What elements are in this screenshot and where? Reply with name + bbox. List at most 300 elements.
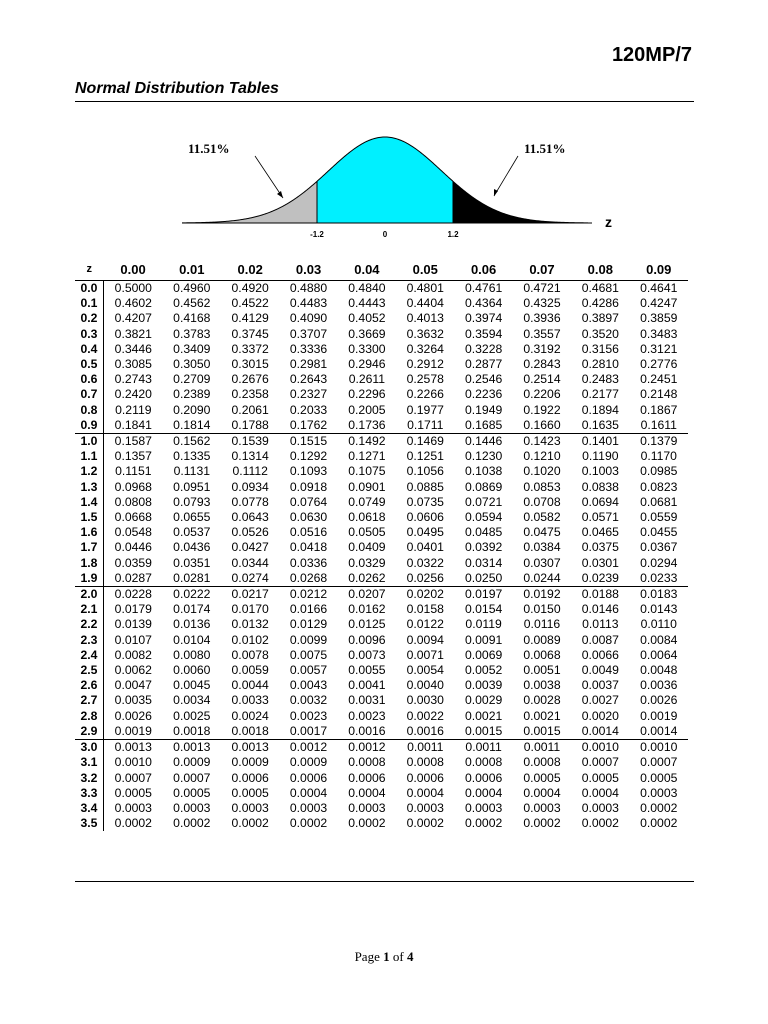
table-cell: 0.0052 — [464, 663, 503, 678]
table-cell: 0.0006 — [464, 770, 503, 785]
z-column-header: z — [75, 258, 104, 281]
axis-z-label: z — [605, 214, 612, 230]
z-value-cell: 2.8 — [75, 709, 104, 724]
table-cell: 0.0007 — [640, 755, 678, 770]
table-cell: 0.0174 — [173, 602, 211, 617]
table-cell: 0.0136 — [173, 617, 211, 632]
table-cell: 0.0582 — [523, 510, 561, 525]
table-row — [75, 709, 688, 724]
table-cell: 0.0021 — [523, 708, 561, 723]
table-row — [75, 693, 688, 708]
table-cell: 0.0668 — [114, 510, 152, 525]
table-cell: 0.0475 — [523, 525, 561, 540]
table-cell: 0.2810 — [581, 357, 619, 372]
table-cell: 0.4522 — [231, 296, 269, 311]
table-cell: 0.0011 — [454, 740, 512, 756]
table-cell: 0.0606 — [406, 510, 444, 525]
table-cell: 0.3409 — [173, 341, 211, 356]
table-row — [75, 387, 688, 402]
table-cell: 0.0048 — [640, 663, 678, 678]
table-cell: 0.0023 — [348, 708, 386, 723]
table-cell: 0.4761 — [464, 281, 503, 295]
table-cell: 0.0084 — [640, 632, 678, 647]
table-cell: 0.0681 — [640, 494, 678, 509]
table-cell: 0.2709 — [173, 372, 211, 387]
table-cell: 0.3015 — [231, 357, 269, 372]
table-cell: 0.0014 — [640, 723, 678, 738]
table-cell: 0.1977 — [406, 402, 444, 417]
table-cell: 0.0268 — [289, 570, 328, 585]
table-cell: 0.0166 — [289, 602, 328, 617]
table-cell: 0.0099 — [289, 632, 328, 647]
footer-of-word: of — [392, 949, 404, 964]
table-cell: 0.0003 — [640, 785, 678, 800]
table-cell: 0.0003 — [231, 800, 269, 815]
table-cell: 0.0044 — [231, 678, 269, 693]
table-cell: 0.0022 — [406, 708, 444, 723]
table-row — [75, 281, 688, 297]
table-cell: 0.0618 — [348, 510, 386, 525]
table-cell: 0.3745 — [231, 326, 269, 341]
table-cell: 0.0010 — [571, 740, 629, 756]
table-cell: 0.3446 — [114, 341, 152, 356]
table-cell: 0.0007 — [581, 755, 619, 770]
table-cell: 0.2676 — [231, 372, 269, 387]
table-cell: 0.0003 — [289, 800, 328, 815]
table-row — [75, 617, 688, 632]
table-cell: 0.3783 — [173, 326, 211, 341]
table-cell: 0.3483 — [640, 326, 678, 341]
z-value-cell: 3.4 — [75, 801, 104, 816]
column-header: 0.01 — [163, 258, 221, 281]
table-cell: 0.0030 — [406, 693, 444, 708]
right-tail-area — [453, 181, 588, 223]
table-cell: 0.0594 — [464, 510, 503, 525]
table-cell: 0.5000 — [114, 281, 152, 295]
table-cell: 0.0630 — [289, 510, 328, 525]
column-header: 0.09 — [630, 258, 688, 281]
table-cell: 0.0183 — [630, 587, 688, 603]
table-cell: 0.0002 — [231, 816, 269, 831]
table-cell: 0.0091 — [464, 632, 503, 647]
table-cell: 0.1170 — [640, 449, 677, 464]
table-cell: 0.3300 — [348, 341, 386, 356]
table-cell: 0.0548 — [114, 525, 152, 540]
table-cell: 0.3632 — [406, 326, 444, 341]
table-cell: 0.1056 — [406, 464, 444, 479]
table-cell: 0.0017 — [289, 723, 328, 738]
table-row — [75, 771, 688, 786]
table-cell: 0.0005 — [114, 785, 152, 800]
z-value-cell: 0.2 — [75, 311, 104, 326]
table-cell: 0.3228 — [464, 341, 503, 356]
table-cell: 0.0043 — [289, 678, 328, 693]
table-cell: 0.2743 — [114, 372, 152, 387]
z-value-cell: 3.0 — [75, 740, 104, 756]
footer-page-total: 4 — [406, 949, 414, 964]
table-row — [75, 449, 688, 464]
left-pointer-line — [255, 156, 283, 198]
left-pointer-arrowhead — [277, 191, 283, 198]
table-cell: 0.0102 — [231, 632, 269, 647]
table-cell: 0.2946 — [348, 357, 386, 372]
table-cell: 0.0006 — [406, 770, 444, 785]
table-cell: 0.2451 — [640, 372, 678, 387]
table-cell: 0.0239 — [581, 570, 619, 585]
z-value-cell: 1.0 — [75, 434, 104, 450]
table-cell: 0.4247 — [640, 296, 678, 311]
table-cell: 0.0005 — [640, 770, 678, 785]
table-cell: 0.2578 — [406, 372, 444, 387]
table-cell: 0.3594 — [464, 326, 503, 341]
table-row — [75, 801, 688, 816]
table-cell: 0.0002 — [173, 816, 211, 831]
table-cell: 0.0146 — [581, 602, 619, 617]
table-cell: 0.0005 — [523, 770, 561, 785]
table-cell: 0.3974 — [464, 311, 503, 326]
table-cell: 0.0571 — [581, 510, 619, 525]
table-cell: 0.1788 — [231, 417, 269, 432]
table-cell: 0.0018 — [231, 723, 269, 738]
table-cell: 0.1492 — [338, 434, 396, 450]
table-cell: 0.4013 — [406, 311, 444, 326]
table-cell: 0.0002 — [523, 816, 561, 831]
table-cell: 0.0516 — [289, 525, 328, 540]
table-cell: 0.0014 — [581, 723, 619, 738]
table-cell: 0.2483 — [581, 372, 619, 387]
z-value-cell: 1.9 — [75, 571, 104, 587]
table-cell: 0.4483 — [289, 296, 328, 311]
table-cell: 0.2148 — [640, 387, 678, 402]
table-cell: 0.0228 — [104, 587, 163, 603]
table-cell: 0.0016 — [348, 723, 386, 738]
right-pointer-line — [494, 156, 518, 196]
table-row — [75, 556, 688, 571]
table-cell: 0.0089 — [523, 632, 561, 647]
tick-1-2: 1.2 — [447, 230, 459, 239]
table-cell: 0.0465 — [581, 525, 619, 540]
z-value-cell: 2.3 — [75, 633, 104, 648]
document-code: 120MP/7 — [611, 44, 692, 66]
table-cell: 0.0033 — [231, 693, 269, 708]
table-cell: 0.4602 — [114, 296, 152, 311]
table-cell: 0.0032 — [289, 693, 328, 708]
table-cell: 0.0721 — [464, 494, 503, 509]
column-header: 0.02 — [221, 258, 279, 281]
table-cell: 0.0007 — [114, 770, 152, 785]
table-cell: 0.0968 — [114, 479, 152, 494]
table-cell: 0.1230 — [464, 449, 503, 464]
table-row — [75, 525, 688, 540]
table-cell: 0.0793 — [173, 494, 211, 509]
table-cell: 0.1292 — [289, 449, 328, 464]
table-cell: 0.0007 — [173, 770, 211, 785]
table-cell: 0.0071 — [406, 647, 444, 662]
table-cell: 0.0197 — [454, 587, 512, 603]
tick-neg-1-2: -1.2 — [310, 230, 324, 239]
table-cell: 0.0011 — [513, 740, 571, 756]
table-cell: 0.0217 — [221, 587, 279, 603]
table-cell: 0.2119 — [115, 402, 152, 417]
z-value-cell: 1.6 — [75, 525, 104, 540]
table-cell: 0.1003 — [581, 464, 619, 479]
table-cell: 0.0018 — [173, 723, 211, 738]
table-cell: 0.2206 — [523, 387, 561, 402]
normal-curve-figure — [180, 126, 620, 246]
table-cell: 0.0075 — [289, 647, 328, 662]
table-cell: 0.0008 — [406, 755, 444, 770]
table-row — [75, 755, 688, 770]
table-cell: 0.0096 — [348, 632, 386, 647]
table-cell: 0.0495 — [406, 525, 444, 540]
table-cell: 0.3707 — [289, 326, 328, 341]
table-cell: 0.0143 — [640, 602, 678, 617]
table-cell: 0.0401 — [406, 540, 444, 555]
table-cell: 0.0485 — [464, 525, 503, 540]
table-cell: 0.0026 — [640, 693, 678, 708]
table-header-row — [75, 258, 688, 281]
table-cell: 0.0027 — [581, 693, 619, 708]
table-cell: 0.0344 — [231, 555, 269, 570]
table-cell: 0.0041 — [348, 678, 386, 693]
table-cell: 0.1469 — [396, 434, 454, 450]
z-value-cell: 0.0 — [75, 281, 104, 297]
table-cell: 0.0012 — [338, 740, 396, 756]
table-cell: 0.0455 — [640, 525, 678, 540]
table-cell: 0.2877 — [464, 357, 503, 372]
table-cell: 0.1131 — [173, 464, 210, 479]
table-cell: 0.1660 — [523, 417, 561, 432]
table-cell: 0.3050 — [173, 357, 211, 372]
page-footer — [0, 949, 768, 965]
table-cell: 0.0009 — [231, 755, 269, 770]
table-cell: 0.0735 — [406, 494, 444, 509]
table-cell: 0.0002 — [640, 816, 678, 831]
table-cell: 0.1736 — [348, 417, 386, 432]
table-row — [75, 648, 688, 663]
table-cell: 0.1814 — [173, 417, 211, 432]
table-cell: 0.1515 — [279, 434, 337, 450]
table-cell: 0.1190 — [582, 449, 619, 464]
title-divider — [75, 101, 694, 102]
table-cell: 0.0202 — [396, 587, 454, 603]
table-row — [75, 816, 688, 831]
table-cell: 0.0122 — [406, 617, 444, 632]
table-row — [75, 372, 688, 387]
table-row — [75, 540, 688, 555]
table-cell: 0.0004 — [348, 785, 386, 800]
table-cell: 0.0132 — [231, 617, 269, 632]
z-value-cell: 3.2 — [75, 771, 104, 786]
table-cell: 0.0029 — [464, 693, 503, 708]
z-value-cell: 1.2 — [75, 464, 104, 479]
table-cell: 0.0073 — [348, 647, 386, 662]
table-cell: 0.0068 — [523, 647, 561, 662]
table-row — [75, 403, 688, 418]
table-row — [75, 342, 688, 357]
table-cell: 0.0003 — [348, 800, 386, 815]
table-row — [75, 633, 688, 648]
table-cell: 0.0375 — [581, 540, 619, 555]
tick-0: 0 — [382, 230, 388, 239]
table-cell: 0.0179 — [114, 602, 152, 617]
table-cell: 0.4129 — [231, 311, 269, 326]
table-cell: 0.3821 — [114, 326, 152, 341]
table-cell: 0.2611 — [348, 372, 386, 387]
table-cell: 0.4168 — [173, 311, 211, 326]
table-cell: 0.0057 — [289, 663, 328, 678]
table-cell: 0.0869 — [464, 479, 503, 494]
z-value-cell: 2.9 — [75, 724, 104, 740]
table-cell: 0.1867 — [640, 402, 678, 417]
table-row — [75, 495, 688, 510]
table-cell: 0.0392 — [464, 540, 503, 555]
table-cell: 0.0047 — [114, 678, 152, 693]
z-value-cell: 2.5 — [75, 663, 104, 678]
table-cell: 0.1271 — [348, 449, 386, 464]
table-row — [75, 464, 688, 479]
table-cell: 0.4052 — [348, 311, 386, 326]
table-cell: 0.1038 — [464, 464, 503, 479]
table-cell: 0.0005 — [231, 785, 269, 800]
table-cell: 0.4090 — [289, 311, 328, 326]
table-row — [75, 480, 688, 495]
table-cell: 0.0069 — [464, 647, 503, 662]
table-cell: 0.3669 — [348, 326, 386, 341]
table-cell: 0.0035 — [114, 693, 152, 708]
table-cell: 0.1020 — [523, 464, 561, 479]
table-cell: 0.0015 — [523, 723, 561, 738]
table-cell: 0.0094 — [406, 632, 444, 647]
table-cell: 0.1611 — [640, 417, 677, 432]
page-title: Normal Distribution Tables — [75, 80, 279, 97]
table-row — [75, 296, 688, 311]
table-cell: 0.2266 — [406, 387, 444, 402]
z-value-cell: 2.2 — [75, 617, 104, 632]
table-cell: 0.0708 — [523, 494, 561, 509]
table-cell: 0.0037 — [581, 678, 619, 693]
table-cell: 0.0446 — [114, 540, 152, 555]
table-cell: 0.0643 — [231, 510, 269, 525]
table-cell: 0.0262 — [348, 570, 386, 585]
z-value-cell: 3.1 — [75, 755, 104, 770]
table-cell: 0.0034 — [173, 693, 211, 708]
table-cell: 0.2033 — [289, 402, 328, 417]
table-cell: 0.2358 — [231, 387, 269, 402]
table-cell: 0.0250 — [464, 570, 503, 585]
z-value-cell: 1.3 — [75, 480, 104, 495]
table-cell: 0.0838 — [581, 479, 619, 494]
table-cell: 0.0764 — [289, 494, 328, 509]
table-cell: 0.4286 — [581, 296, 619, 311]
right-tail-label: 11.51% — [524, 141, 566, 156]
table-row — [75, 587, 688, 603]
z-value-cell: 2.1 — [75, 602, 104, 617]
table-cell: 0.0003 — [523, 800, 561, 815]
table-cell: 0.3192 — [523, 341, 561, 356]
table-cell: 0.2514 — [523, 372, 561, 387]
table-cell: 0.1949 — [464, 402, 503, 417]
table-cell: 0.1711 — [407, 417, 444, 432]
table-cell: 0.1151 — [115, 464, 152, 479]
z-value-cell: 1.1 — [75, 449, 104, 464]
table-cell: 0.0013 — [104, 740, 163, 756]
table-cell: 0.0082 — [114, 647, 152, 662]
table-cell: 0.0655 — [173, 510, 211, 525]
z-value-cell: 0.3 — [75, 327, 104, 342]
table-cell: 0.0125 — [348, 617, 386, 632]
table-cell: 0.0409 — [348, 540, 386, 555]
table-cell: 0.0021 — [464, 708, 503, 723]
table-cell: 0.0036 — [640, 678, 678, 693]
table-cell: 0.4840 — [348, 281, 386, 295]
table-row — [75, 418, 688, 434]
z-value-cell: 0.5 — [75, 357, 104, 372]
table-cell: 0.2296 — [348, 387, 386, 402]
table-cell: 0.1539 — [221, 434, 279, 450]
table-cell: 0.0039 — [464, 678, 503, 693]
footer-page-word: Page — [354, 949, 380, 964]
table-cell: 0.1379 — [630, 434, 688, 450]
table-cell: 0.0009 — [173, 755, 211, 770]
table-row — [75, 434, 688, 450]
table-cell: 0.0013 — [221, 740, 279, 756]
table-cell: 0.0002 — [464, 816, 503, 831]
table-row — [75, 724, 688, 740]
table-cell: 0.0162 — [348, 602, 386, 617]
table-cell: 0.0049 — [581, 663, 619, 678]
z-value-cell: 1.7 — [75, 540, 104, 555]
table-cell: 0.0808 — [114, 494, 152, 509]
table-cell: 0.4920 — [231, 281, 269, 295]
table-cell: 0.0003 — [114, 800, 152, 815]
table-cell: 0.0274 — [231, 570, 269, 585]
table-cell: 0.2327 — [289, 387, 328, 402]
table-cell: 0.0013 — [163, 740, 221, 756]
left-tail-area — [182, 181, 317, 223]
table-cell: 0.0436 — [173, 540, 211, 555]
table-cell: 0.3557 — [523, 326, 561, 341]
table-cell: 0.0006 — [289, 770, 328, 785]
table-body — [75, 281, 688, 832]
table-cell: 0.0064 — [640, 647, 678, 662]
table-cell: 0.4801 — [406, 281, 444, 295]
z-value-cell: 0.9 — [75, 418, 104, 434]
table-cell: 0.0526 — [231, 525, 269, 540]
table-cell: 0.0002 — [289, 816, 328, 831]
table-cell: 0.0062 — [114, 663, 152, 678]
table-cell: 0.0110 — [640, 617, 677, 632]
table-cell: 0.0010 — [114, 755, 152, 770]
table-cell: 0.0020 — [581, 708, 619, 723]
z-value-cell: 2.7 — [75, 693, 104, 708]
table-cell: 0.4641 — [640, 281, 678, 295]
table-cell: 0.3156 — [581, 341, 619, 356]
column-header: 0.06 — [454, 258, 512, 281]
table-cell: 0.0287 — [114, 570, 152, 585]
table-cell: 0.0301 — [581, 555, 619, 570]
z-value-cell: 0.6 — [75, 372, 104, 387]
table-cell: 0.0749 — [348, 494, 386, 509]
table-cell: 0.4325 — [523, 296, 561, 311]
table-cell: 0.4364 — [464, 296, 503, 311]
table-cell: 0.0019 — [114, 723, 152, 738]
table-cell: 0.0003 — [406, 800, 444, 815]
table-cell: 0.0281 — [173, 570, 211, 585]
table-cell: 0.0244 — [523, 570, 561, 585]
table-cell: 0.0307 — [523, 555, 561, 570]
table-cell: 0.1762 — [289, 417, 328, 432]
